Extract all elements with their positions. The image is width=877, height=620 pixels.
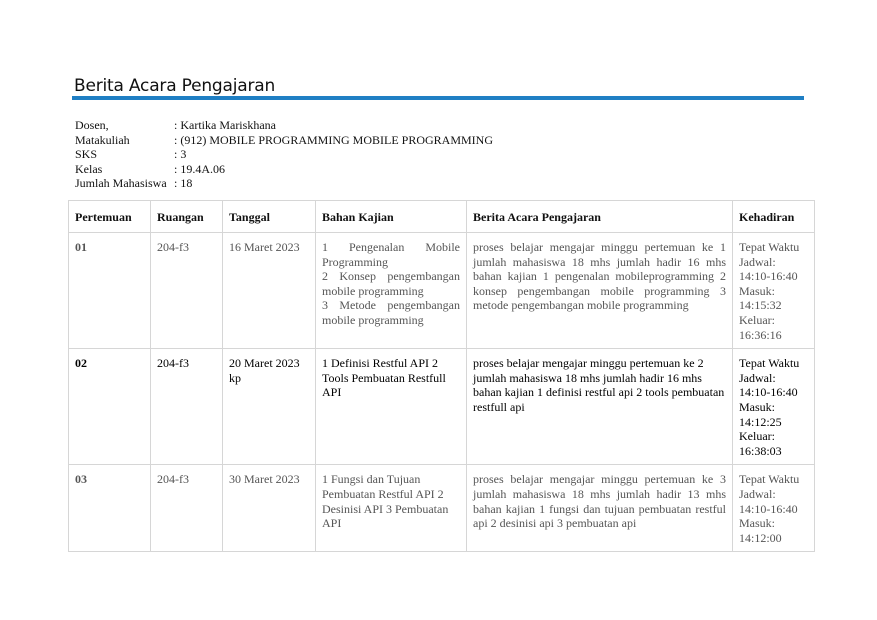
kehadiran-line: Jadwal:	[739, 370, 776, 385]
kehadiran-line: Masuk:	[739, 283, 775, 298]
tanggal-line: kp	[229, 370, 241, 385]
cell-berita-acara: proses belajar mengajar minggu pertemuan ke 1 jumlah mahasiswa 18 mhs jumlah hadir 16 mhs bahan kajian 1 pengenalan mobileprogramming 2 konsep pengembangan mobile programming 3 metode pengembangan mobile programming	[467, 233, 733, 349]
kehadiran-line: Jadwal:	[739, 254, 776, 269]
bahan-line: 3 Metode pengembangan mobile programming	[322, 298, 460, 327]
table-row	[69, 349, 815, 465]
kehadiran-line: 14:12:25	[739, 414, 782, 429]
kehadiran-line: 16:36:16	[739, 327, 782, 342]
kehadiran-line: Tepat Waktu	[739, 472, 800, 487]
cell-bahan-kajian	[316, 349, 467, 465]
kehadiran-line: 14:10-16:40	[739, 385, 798, 400]
col-header-ruangan: Ruangan	[151, 201, 223, 233]
kehadiran-line: 16:38:03	[739, 443, 782, 458]
teaching-log-table	[68, 200, 815, 552]
cell-tanggal	[223, 233, 316, 349]
kehadiran-line: Keluar:	[739, 312, 775, 327]
kehadiran-line: Masuk:	[739, 516, 775, 531]
course-info	[75, 118, 493, 191]
tanggal-line: 16 Maret 2023	[229, 240, 300, 254]
cell-bahan-kajian	[316, 233, 467, 349]
meta-value: : (912) MOBILE PROGRAMMING MOBILE PROGRAMMING	[174, 132, 494, 147]
meta-value: : 3	[174, 147, 187, 162]
meta-kelas	[75, 162, 493, 177]
meta-label: Dosen,	[75, 118, 109, 132]
table-header-row	[69, 201, 815, 233]
title-underline	[72, 96, 804, 100]
col-header-kehadiran: Kehadiran	[733, 201, 815, 233]
kehadiran-line: Tepat Waktu	[739, 240, 800, 254]
cell-pertemuan: 01	[69, 233, 151, 349]
bahan-line: 2 Konsep pengembangan mobile programming	[322, 269, 460, 298]
cell-berita-acara: proses belajar mengajar minggu pertemuan ke 2 jumlah mahasiswa 18 mhs jumlah hadir 16 mhs bahan kajian 1 definisi restful api 2 tools pembuatan restfull api	[467, 349, 733, 465]
tanggal-line: 20 Maret 2023	[229, 356, 300, 371]
meta-sks	[75, 147, 493, 162]
kehadiran-line: 14:10-16:40	[739, 501, 798, 516]
col-header-pertemuan: Pertemuan	[69, 201, 151, 233]
table-row	[69, 233, 815, 349]
meta-label: Jumlah Mahasiswa	[75, 176, 167, 191]
meta-label: Kelas	[75, 161, 103, 176]
meta-jumlah-mahasiswa	[75, 176, 493, 191]
kehadiran-line: Masuk:	[739, 399, 775, 414]
kehadiran-line: Jadwal:	[739, 486, 776, 501]
kehadiran-line: Tepat Waktu	[739, 356, 800, 371]
kehadiran-line: 14:15:32	[739, 298, 782, 313]
meta-label: Matakuliah	[75, 132, 130, 147]
cell-tanggal	[223, 349, 316, 465]
cell-kehadiran	[733, 349, 815, 465]
kehadiran-line: 14:12:00	[739, 530, 782, 545]
cell-ruangan: 204-f3	[151, 465, 223, 552]
col-header-tanggal: Tanggal	[223, 201, 316, 233]
cell-ruangan: 204-f3	[151, 349, 223, 465]
col-header-bahan-kajian: Bahan Kajian	[316, 201, 467, 233]
meta-matakuliah	[75, 133, 493, 148]
cell-tanggal	[223, 465, 316, 552]
meta-value: : 19.4A.06	[174, 161, 225, 176]
meta-value: : Kartika Mariskhana	[174, 118, 276, 132]
tanggal-line: 30 Maret 2023	[229, 472, 300, 487]
col-header-berita-acara: Berita Acara Pengajaran	[467, 201, 733, 233]
cell-pertemuan: 03	[69, 465, 151, 552]
cell-ruangan: 204-f3	[151, 233, 223, 349]
table-row	[69, 465, 815, 552]
meta-dosen	[75, 118, 493, 133]
cell-kehadiran	[733, 465, 815, 552]
kehadiran-line: Keluar:	[739, 429, 775, 444]
cell-pertemuan: 02	[69, 349, 151, 465]
bahan-line: 1 Definisi Restful API 2 Tools Pembuatan Restfull API	[322, 356, 446, 400]
kehadiran-line: 14:10-16:40	[739, 269, 798, 284]
cell-berita-acara: proses belajar mengajar minggu pertemuan ke 3 jumlah mahasiswa 18 mhs jumlah hadir 13 mhs bahan kajian 1 fungsi dan tujuan pembuatan restful api 2 desinisi api 3 pembuatan api	[467, 465, 733, 552]
meta-value: : 18	[174, 176, 193, 191]
page-title: Berita Acara Pengajaran	[74, 76, 276, 96]
bahan-line: 1 Fungsi dan Tujuan Pembuatan Restful API 2 Desinisi API 3 Pembuatan API	[322, 472, 449, 531]
meta-label: SKS	[75, 147, 98, 162]
bahan-line: 1 Pengenalan Mobile Programming	[322, 240, 460, 269]
cell-bahan-kajian	[316, 465, 467, 552]
cell-kehadiran	[733, 233, 815, 349]
